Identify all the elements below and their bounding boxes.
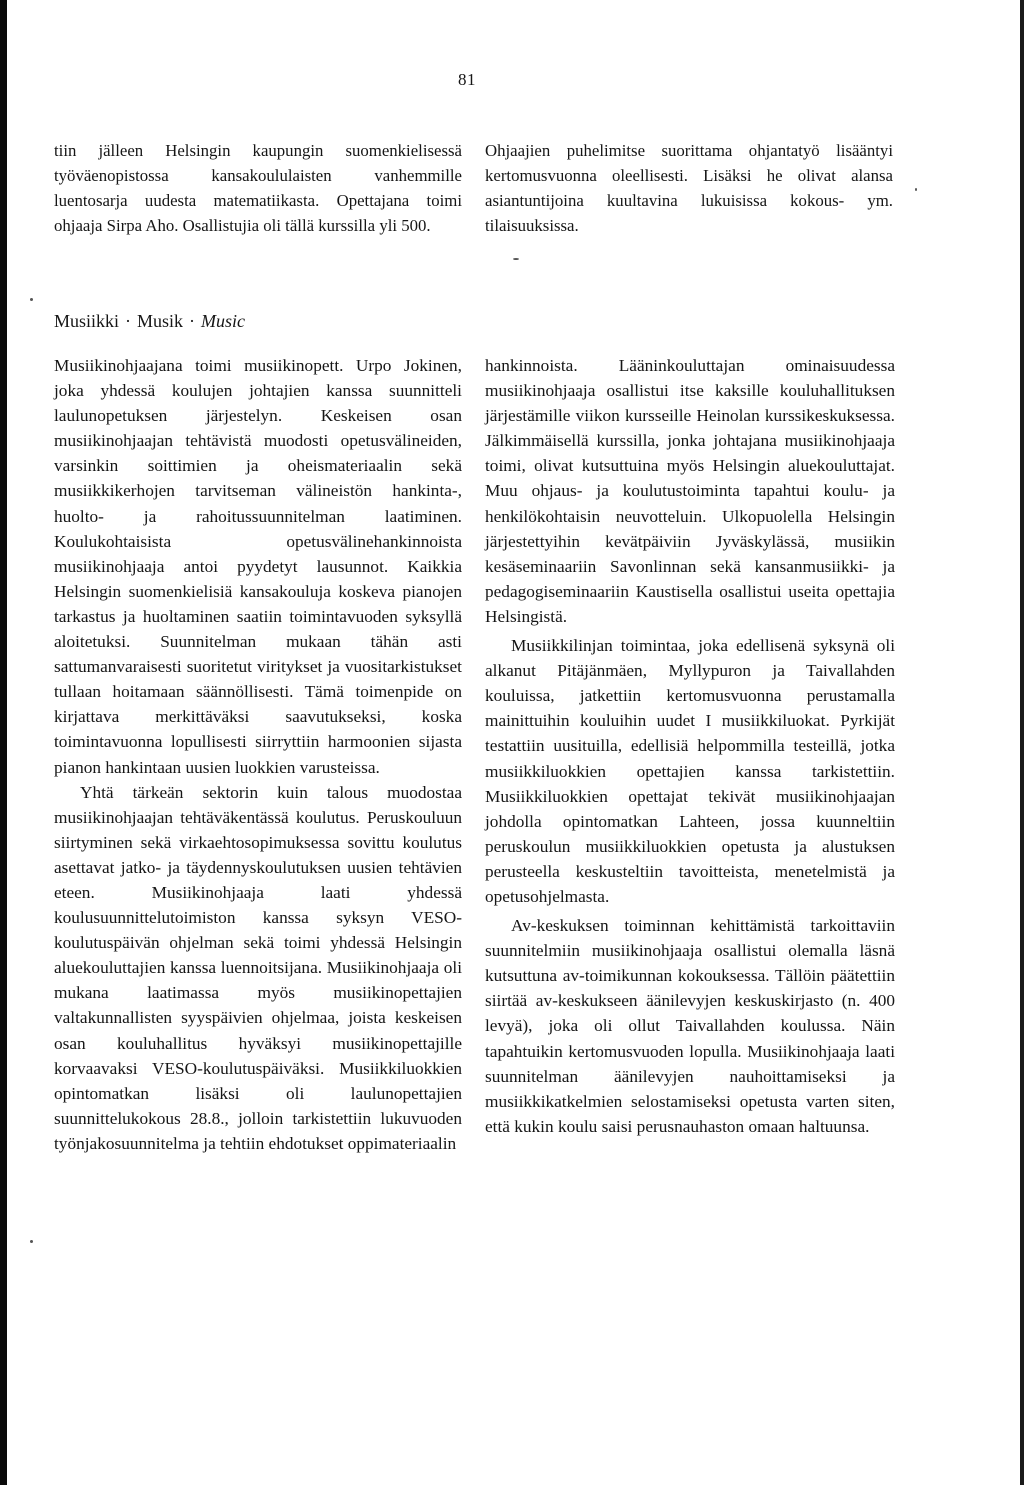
- top-right-column: [485, 138, 893, 238]
- main-right-column: [485, 353, 895, 1139]
- section-heading: [54, 311, 245, 332]
- paragraph: hankinnoista. Lääninkouluttajan ominaisuudessa musiikinohjaaja osallistui itse kaksille kouluhallituksen järjestämille viikon kursseille Heinolan kurssikeskuksessa. Jälkimmäisellä kurssilla, jonka johtajana musiikinohjaaja toimi, olivat kutsuttuina myös Helsingin aluekouluttajat. Muu ohjaus- ja koulutustoiminta tapahtui koulu- ja henkilökohtaisin neuvotteluin. Ulkopuolella Helsingin järjestettyihin kevätpäiviin Jyväskylässä, musiikin kesäseminaariin Savonlinnan sekä kansanmusiikki- ja pedagogiseminaariin Kaustisella osallistui useita opettajia Helsingistä.: [485, 356, 895, 626]
- main-left-column: [54, 353, 462, 1156]
- heading-swedish: Musik: [137, 311, 184, 331]
- scan-speck: [513, 258, 519, 260]
- paragraph: Ohjaajien puhelimitse suorittama ohjantatyö lisääntyi kertomusvuonna oleellisesti. Lisäksi he olivat alansa asiantuntijoina kuultavina lukuisissa kokous- ym. tilaisuuksissa.: [485, 141, 893, 236]
- scan-speck: [30, 298, 33, 301]
- paragraph: tiin jälleen Helsingin kaupungin suomenkielisessä työväenopistossa kansakoululaisten vanhemmille luentosarja uudesta matematiikasta. Opettajana toimi ohjaaja Sirpa Aho. Osallistujia oli tällä kurssilla yli 500.: [54, 141, 462, 236]
- scan-edge-left: [0, 0, 7, 1485]
- scan-speck: [30, 1240, 33, 1243]
- page-number: 81: [458, 70, 476, 89]
- paragraph: Av-keskuksen toiminnan kehittämistä tarkoittaviin suunnitelmiin musiikinohjaaja osallistui olemalla läsnä kutsuttuna av-toimikunnan kokouksessa. Tällöin päätettiin siirtää av-keskukseen äänilevyjen keskuskirjasto (n. 400 levyä), joka oli ollut Taivallahden koulussa. Näin tapahtuikin kertomusvuoden lopulla. Musiikinohjaaja laati suunnitelman äänilevyjen nauhoittamiseksi ja musiikkikatkelmien selostamiseksi opetusta varten siten, että kukin koulu saisi perusnauhaston omaan haltuunsa.: [485, 916, 895, 1136]
- top-left-column: [54, 138, 462, 238]
- paragraph: Musiikkilinjan toimintaa, joka edellisenä syksynä oli alkanut Pitäjänmäen, Myllypuron ja Taivallahden kouluissa, jatkettiin kertomusvuonna perustamalla mainittuihin kouluihin uudet I musiikkiluokat. Pyrkijät testattiin uusituilla, edellisiä helpommilla testeillä, jotka musiikkiluokkien opettajien kanssa tarkistettiin. Musiikkiluokkien opettajat tekivät musiikinohjaajan johdolla opintomatkan Lahteen, jossa kuunneltiin peruskoulun musiikkiluokkien opetusta ja alustuksen perusteella keskusteltiin tavoitteista, menetelmistä ja opetusohjelmasta.: [485, 636, 895, 906]
- paragraph: Yhtä tärkeän sektorin kuin talous muodostaa musiikinohjaajan tehtäväkentässä koulutus. Peruskouluun siirtyminen sekä virkaehtosopimuksessa sovittu koulutus asettavat jatko- ja täydennyskoulutuksen uusien tehtävien eteen. Musiikinohjaaja laati yhdessä koulusuunnittelutoimiston kanssa syksyn VESO-koulutuspäivän ohjelman sekä toimi yhdessä Helsingin aluekouluttajien kanssa luennoitsijana. Musiikinohjaaja oli mukana laatimassa myös musiikinopettajien valtakunnallisten syyspäivien ohjelmaa, joista keskeisen osan kouluhallitus hyväksyi musiikinopettajille korvaavaksi VESO-koulutuspäiväksi. Musiikkiluokkien opintomatkan lisäksi oli laulunopettajien suunnittelukokous 28.8., jolloin tarkistettiin lukuvuoden työnjakosuunnitelma ja tehtiin ehdotukset oppimateriaalin: [54, 782, 462, 1153]
- scan-speck: [915, 188, 917, 191]
- heading-finnish: Musiikki: [54, 311, 120, 331]
- paragraph: Musiikinohjaajana toimi musiikinopett. Urpo Jokinen, joka yhdessä koulujen johtajien kanssa suunnitteli laulunopetuksen järjestelyn. Keskeisen osan musiikinohjaajan tehtävistä muodosti opetusvälineiden, varsinkin soittimien ja oheismateriaalin sekä musiikkikerhojen tarvitseman välineistön hankinta-, huolto- ja rahoitussuunnitelman laatiminen. Koulukohtaisista opetusvälinehankinnoista musiikinohjaaja antoi pyydetyt lausunnot. Kaikkia Helsingin suomenkielisiä kansakouluja koskeva pianojen tarkastus ja huoltaminen saatiin toimintavuoden syksyllä aloitetuksi. Suunnitelman mukaan tähän asti sattumanvaraisesti suoritetut viritykset ja vuositarkistukset tullaan hoitamaan säännöllisesti. Tämä toimenpide on kirjattava merkittäväksi saavutukseksi, koska toimintavuonna lopullisesti siirryttiin harmoonien sijasta pianon hankintaan uusien luokkien varusteissa.: [54, 356, 462, 777]
- heading-english: Music: [201, 311, 246, 331]
- scan-edge-right: [1020, 0, 1024, 1485]
- heading-separator: ·: [189, 311, 196, 331]
- heading-separator: ·: [125, 311, 132, 331]
